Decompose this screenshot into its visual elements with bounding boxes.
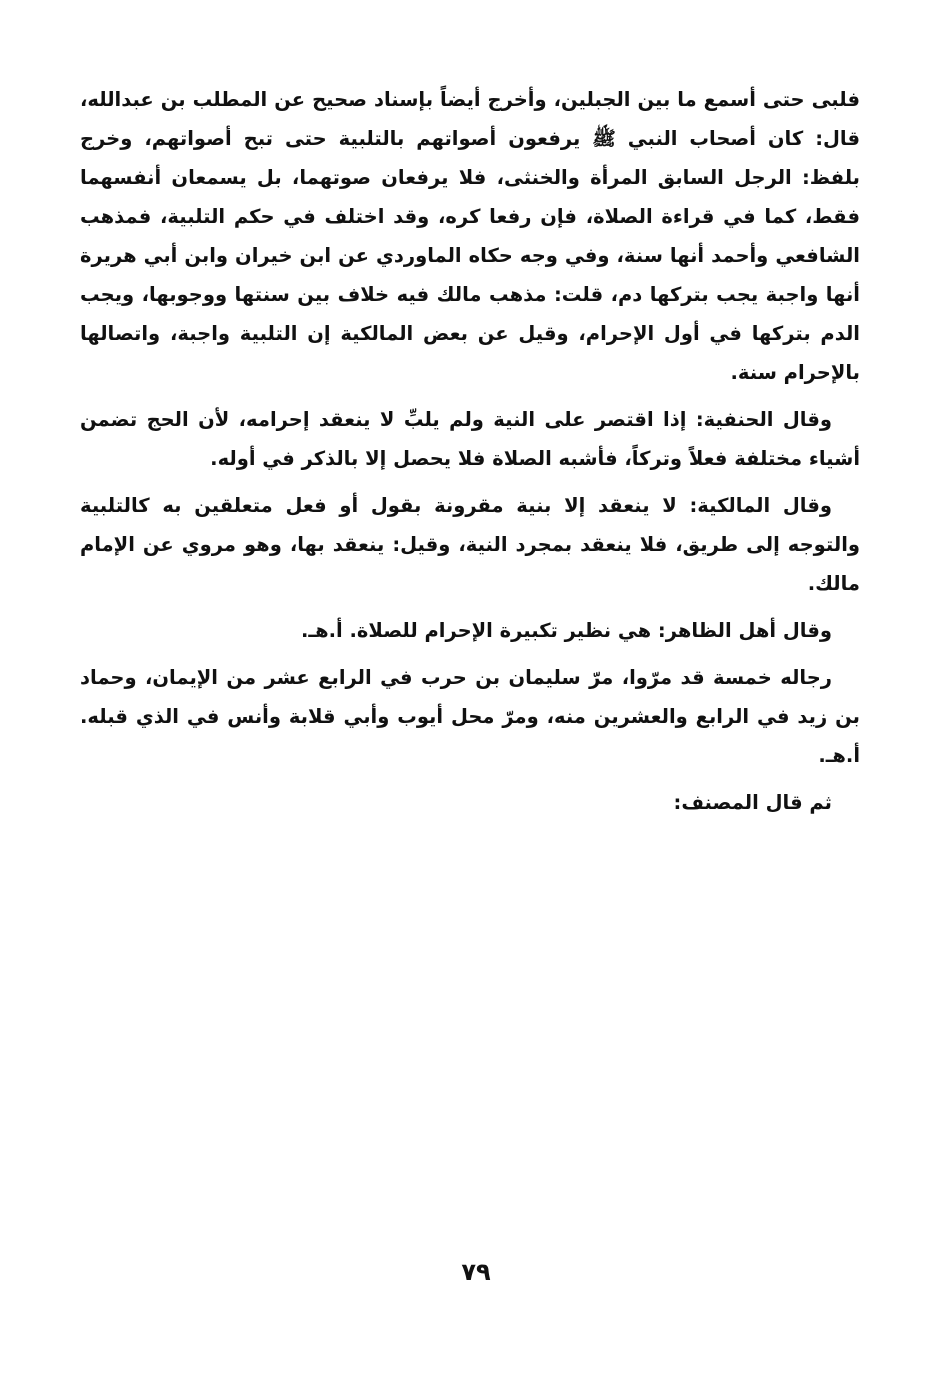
paragraph-narrators: رجاله خمسة قد مرّوا، مرّ سليمان بن حرب في الرابع عشر من الإيمان، وحماد بن زيد في الرابع والعشرين منه، ومرّ محل أيوب وأبي قلابة وأنس في الذي قبله. أ.هـ. (80, 666, 860, 767)
page-number: ٧٩ (461, 1258, 491, 1286)
paragraph-maliki-view: وقال المالكية: لا ينعقد إلا بنية مقرونة بقول أو فعل متعلقين به كالتلبية والتوجه إلى طريق، فلا ينعقد بمجرد النية، وقيل: ينعقد بها، وهو مروي عن الإمام مالك. (80, 494, 860, 595)
paragraph-zahiri-view: وقال أهل الظاهر: هي نظير تكبيرة الإحرام للصلاة. أ.هـ. (301, 619, 832, 642)
paragraph-talbiya-ruling: فلبى حتى أسمع ما بين الجبلين، وأخرج أيضاً بإسناد صحيح عن المطلب بن عبدالله، قال: كان أصحاب النبي ﷺ يرفعون أصواتهم بالتلبية حتى تبح أصواتهم، وخرج بلفظ: الرجل السابق المرأة والخنثى، فلا يرفعان صوتهما، بل يسمعان أنفسهما فقط، كما في قراءة الصلاة، فإن رفعا كره، وقد اختلف في حكم التلبية، فمذهب الشافعي وأحمد أنها سنة، وفي وجه حكاه الماوردي عن ابن خيران وابن أبي هريرة أنها واجبة يجب بتركها دم، قلت: مذهب مالك فيه خلاف بين سنتها ووجوبها، ويجب الدم بتركها في أول الإحرام، وقيل عن بعض المالكية إن التلبية واجبة، واتصالها بالإحرام سنة. (80, 88, 860, 384)
body-text (80, 80, 860, 830)
paragraph-hanafi-view: وقال الحنفية: إذا اقتصر على النية ولم يلبِّ لا ينعقد إحرامه، لأن الحج تضمن أشياء مختلفة فعلاً وتركاً، فأشبه الصلاة فلا يحصل إلا بالذكر في أوله. (80, 408, 860, 470)
paragraph-author-said: ثم قال المصنف: (673, 791, 832, 814)
